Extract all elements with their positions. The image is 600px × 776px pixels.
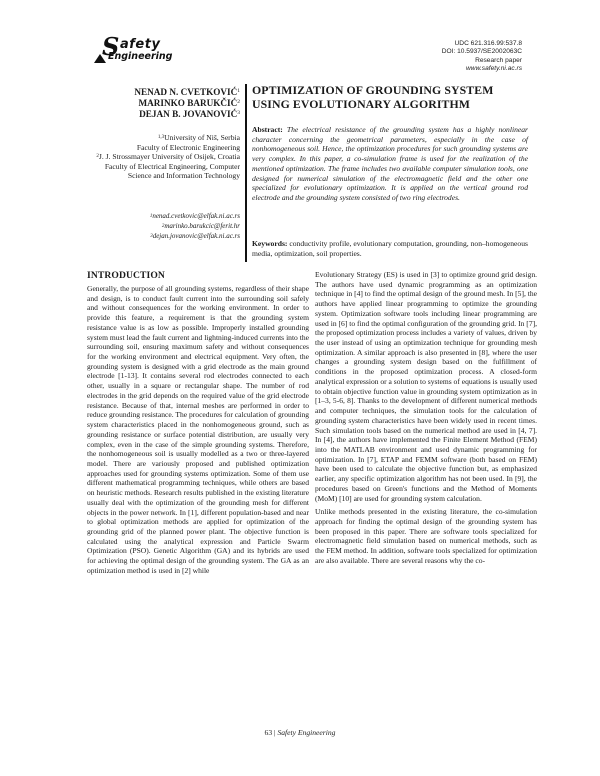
affiliations bbox=[80, 133, 240, 181]
affiliation-faculty: Faculty of Electronic Engineering bbox=[136, 142, 240, 152]
keywords-text: conductivity profile, evolutionary computation, grounding, non–homogeneous media, optimization, soil properties. bbox=[252, 239, 528, 258]
affiliation-university: $^{1,3}$University of Niš, Serbia bbox=[157, 133, 240, 142]
footer-separator: | bbox=[272, 728, 278, 737]
keywords bbox=[252, 239, 528, 258]
doi: DOI: 10.5937/SE2002063C bbox=[441, 48, 522, 56]
email-link: $^3$dejan.jovanovic@elfak.ni.ac.rs bbox=[150, 231, 240, 240]
email-link: $^1$nenad.cvetkovic@elfak.ni.ac.rs bbox=[149, 212, 240, 220]
logo-initial: S bbox=[102, 32, 120, 61]
abstract-text: The electrical resistance of the grounding system has a highly nonlinear character concerning the geometrical parameters, especially in the case of nonhomogeneous soil. Hence, the optimization procedures for such grounding systems are very complex. In this paper, a co-simulation frame is used for the realization of the mentioned optimization. The frame includes two available computer simulation tools, one designed for numerical simulation of the electromagnetic field and the other one specialized for evolutionary optimization. It is applied on the vertical ground rod electrode and the grounding system consisted of two ring electrodes. bbox=[252, 125, 528, 202]
logo-text-engineering: Engineering bbox=[108, 51, 173, 62]
author-name: NENAD N. CVETKOVIĆ$^1$ bbox=[134, 87, 240, 97]
author-name: DEJAN B. JOVANOVIĆ$^3$ bbox=[139, 109, 240, 119]
body-paragraph: Unlike methods presented in the existing literature, the co-simulation approach for finding the optimal design of the grounding system has been proposed in this paper. There are software tools specialized for electromagnetic field simulation based on numerical methods, such as the FEM method. In addition, software tools specialized for optimization are also available. There are several reasons why the co- bbox=[315, 507, 537, 565]
author-emails bbox=[80, 212, 240, 241]
article-meta bbox=[442, 40, 522, 74]
affiliation-faculty: Faculty of Electrical Engineering, Computer Science and Information Technology bbox=[104, 161, 240, 181]
udc-code: UDC 621.316.99:537.8 bbox=[454, 40, 522, 47]
affiliation-university: $^2$J. J. Strossmayer University of Osijek, Croatia bbox=[96, 152, 240, 162]
body-paragraph: Evolutionary Strategy (ES) is used in [3] to optimize ground grid design. The authors have used dynamic programming as an optimization technique in [4] to find the optimal design of the ground mesh. In [5], the authors have applied linear programming to optimize the grounding system. Optimization software tools including linear programming are used in [6] to find the optimal configuration of the grounding grid. In [7], the proposed optimization process includes a variety of values, driven by the user instead of using an optimization technique for grounding mesh optimization. A similar approach is also presented in [8], where the user changes a grounding system design based on the fulfillment of conditions in the proposed optimization process. A closed-form analytical expression or a solution to systems of equations is usually used to obtain objective function value in grounding system optimization as in [1–3, 5-6, 8]. Thanks to the development of different numerical methods and computer techniques, the simulation tools for the calculation of grounding system characteristics have been widely used in recent times. Such simulation tools based on the numerical method are used in [4, 7]. In [4], the authors have implemented the Finite Element Method (FEM) into the MATLAB environment and used dynamic programming for optimization. In [7], ETAP and FEMM software (both based on FEM) have been used to calculate the objective function but, as emphasized earlier, any specific optimization algorithm has not been used. In [9], the procedures based on Green's functions and the Method of Moments (MoM) [10] are used for grounding system calculation. bbox=[315, 270, 537, 503]
body-column-left bbox=[87, 270, 309, 580]
email-link: $^2$marinko.barukcic@ferit.hr bbox=[161, 221, 240, 230]
paper-title: OPTIMIZATION OF GROUNDING SYSTEM USING EVOLUTIONARY ALGORITHM bbox=[252, 83, 494, 111]
keywords-label: Keywords: bbox=[252, 239, 288, 248]
header-divider bbox=[245, 84, 247, 262]
body-column-right bbox=[315, 270, 537, 570]
abstract bbox=[252, 125, 528, 203]
page-footer bbox=[0, 728, 600, 737]
abstract-label: Abstract: bbox=[252, 125, 283, 134]
footer-journal-name: Safety Engineering bbox=[277, 728, 336, 737]
journal-website[interactable]: www.safety.ni.ac.rs bbox=[466, 65, 522, 73]
page-number: 63 bbox=[264, 728, 273, 737]
journal-logo bbox=[94, 32, 184, 66]
logo-text-safety: afety bbox=[120, 37, 161, 52]
section-heading-introduction: INTRODUCTION bbox=[87, 270, 165, 281]
author-list bbox=[90, 87, 240, 120]
body-paragraph: Generally, the purpose of all grounding systems, regardless of their shape and design, is to conduct fault current into the surrounding soil safely and without consequences for the working environment. In order to provide this feature, a requirement is that the grounding system resistance value is as low as possible. Improperly installed grounding system must lead the fault current and lightning-induced currents into the surrounding soil, ensuring maximum safety and without consequences for the working environment and electrical equipment. Very often, the grounding system is designed with a grid electrode as the main ground electrode [1-13]. It contains several rod electrodes connected to each other, usually in a square or rectangular shape. The number of rod electrodes in the grid depends on the required value of the grid electrode resistance. Because of that, internal meshes are performed in order to reduce grounding resistance. The procedures for calculation of grounding system characteristics placed in the nonhomogeneous ground, such as grounding resistance or surface potential distribution, are usually very complex, even in the case of the simple grounding systems. Therefore, the nonhomogeneous soil is usually modelled as a two or three-layered model. There are variously proposed and published optimization approaches used for grounding systems optimization. Some of them use different mathematical programming techniques, while others are based on heuristic methods. Research results published in the existing literature usually deal with the optimization of the grounding mesh for different objects in the power network. In [1], different population-based and near to global optimization methods are applied for optimization of the grounding grid of the planned power plant. The objective function is calculated using the analytical expression and Particle Swarm Optimization (PSO). Genetic Algorithm (GA) and its hybrids are used for achieving the optimal design of the grounding system. The GA as an optimization method is used in [2] while bbox=[87, 284, 309, 575]
paper-type: Research paper bbox=[475, 56, 522, 64]
author-name: MARINKO BARUKČIĆ$^2$ bbox=[138, 98, 240, 108]
